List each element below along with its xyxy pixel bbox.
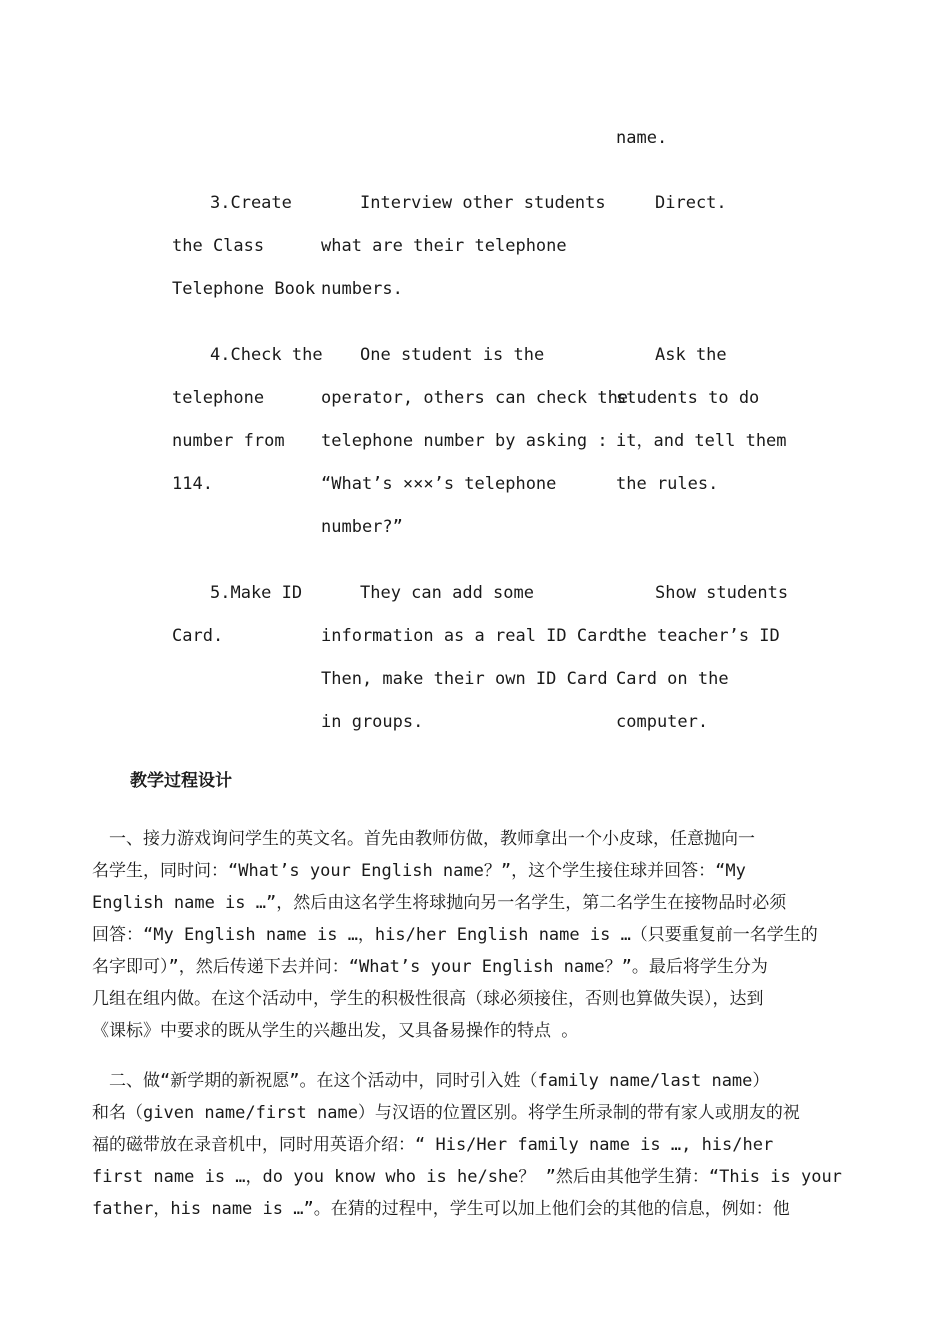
table-cell-text: Card. [172,626,224,646]
table-cell-text: telephone [172,388,265,408]
table-cell-text: number from [172,431,285,451]
table-cell-text: students to do [616,388,760,408]
table-cell-text: computer. [616,712,709,732]
table-cell-text: information as a real ID Card. [321,626,629,646]
table-cell-text: telephone number by asking : [321,431,608,451]
table-cell-text: Ask the [655,345,727,365]
table-cell-text: Direct. [655,193,727,213]
paragraph-line: 回答：“My English name is …，his/her English name is …（只要重复前一名学生的 [92,925,818,945]
table-cell-text: 4.Check the [210,345,323,365]
table-cell-text: They can add some [360,583,534,603]
table-cell-text: Telephone Book [172,279,316,299]
table-cell-text: Show students [655,583,789,603]
table-cell-text: “What’s ×××’s telephone [321,474,557,494]
table-cell-text: Card on the [616,669,729,689]
section-title: 教学过程设计 [130,771,232,791]
table-cell-text: it，and tell them [616,431,787,451]
table-cell-text: operator, others can check the [321,388,629,408]
paragraph-line: 《课标》中要求的既从学生的兴趣出发，又具备易操作的特点 。 [92,1021,579,1041]
paragraph-relay-game [92,823,862,1047]
table-cell-text: One student is the [360,345,545,365]
paragraph-line: 几组在组内做。在这个活动中，学生的积极性很高（球必须接住，否则也算做失误），达到 [92,989,764,1009]
table-cell-text: Then, make their own ID Card [321,669,608,689]
table-cell-text: Interview other students [360,193,606,213]
table-cell-text: the teacher’s ID [616,626,780,646]
table-cell-text: name. [616,128,668,148]
paragraph-line: 和名（given name/first name）与汉语的位置区别。将学生所录制的带有家人或朋友的祝 [92,1103,800,1123]
table-cell-text: 5.Make ID [210,583,303,603]
table-cell-text: numbers. [321,279,403,299]
table-cell-text: number?” [321,517,403,537]
table-cell-text: 3.Create [210,193,292,213]
table-cell-text: what are their telephone [321,236,567,256]
table-cell-text: in groups. [321,712,424,732]
paragraph-line: 二、做“新学期的新祝愿”。在这个活动中，同时引入姓（family name/last name） [92,1071,770,1091]
paragraph-line: 名学生，同时问：“What’s your English name？”，这个学生接住球并回答：“My [92,861,746,881]
paragraph-new-term-wishes [92,1065,862,1225]
paragraph-line: 福的磁带放在录音机中，同时用英语介绍：“ His/Her family name is …, his/her [92,1135,774,1155]
table-cell-text: the Class [172,236,265,256]
paragraph-line: father，his name is …”。在猜的过程中，学生可以加上他们会的其他的信息，例如：他 [92,1199,790,1219]
paragraph-line: 一、接力游戏询问学生的英文名。首先由教师仿做，教师拿出一个小皮球，任意抛向一 [92,829,755,849]
paragraph-line: first name is …，do you know who is he/she？ ”然后由其他学生猜：“This is your [92,1167,842,1187]
paragraph-line: English name is …”，然后由这名学生将球抛向另一名学生，第二名学生在接物品时必须 [92,893,787,913]
paragraph-line: 名字即可）”，然后传递下去并问：“What’s your English name？”。最后将学生分为 [92,957,768,977]
table-cell-text: the rules. [616,474,719,494]
table-cell-text: 114. [172,474,213,494]
